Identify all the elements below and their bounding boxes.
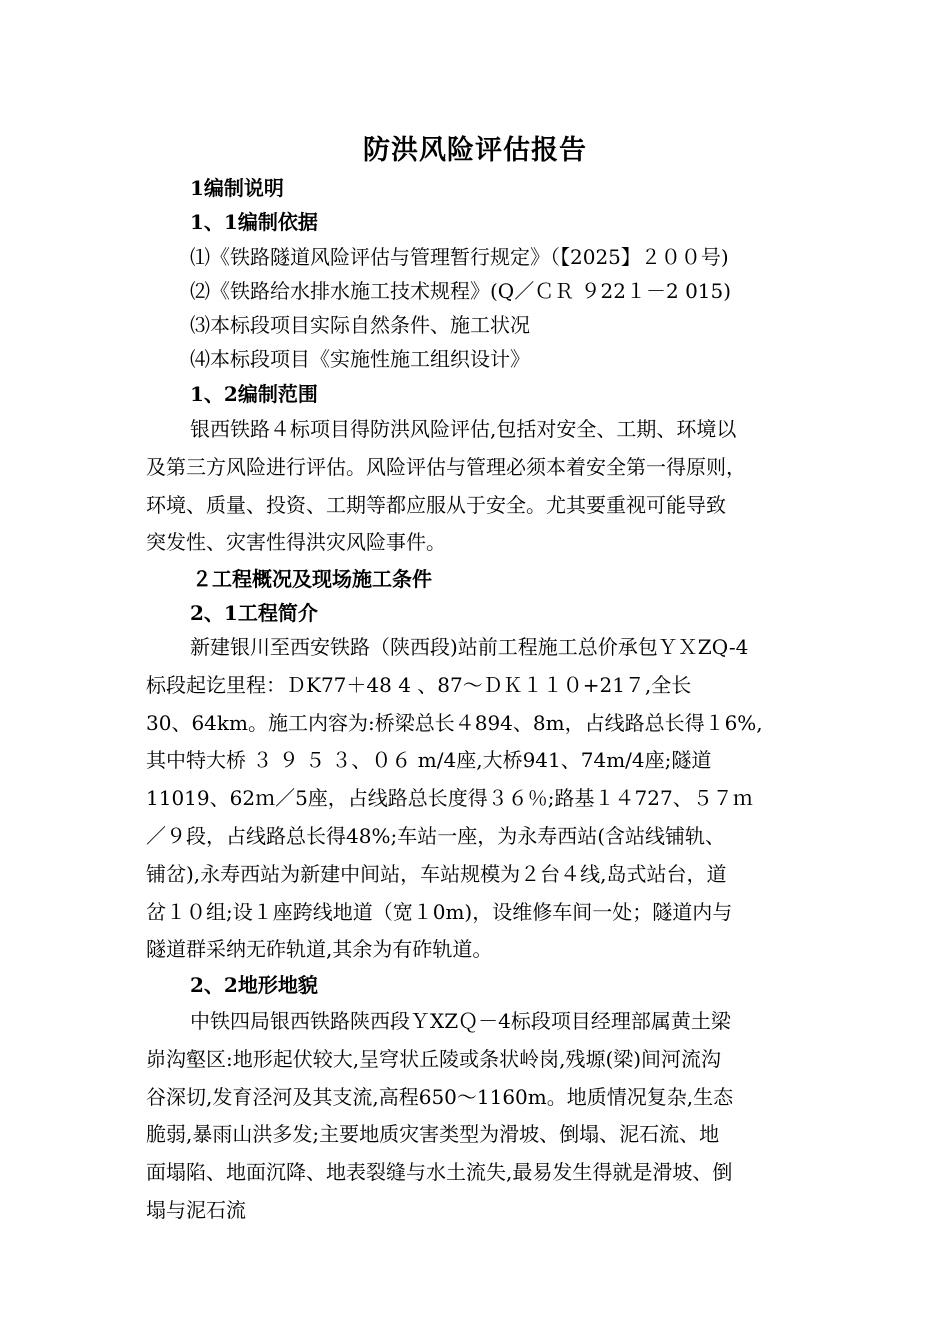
section-2-heading: ２工程概况及现场施工条件 bbox=[192, 567, 432, 591]
section-1-heading: 1编制说明 bbox=[190, 176, 284, 200]
paragraph-line: 11019、62ｍ／5座，占线路总长度得３６％;路基１４727、５７ｍ bbox=[146, 786, 753, 811]
paragraph-line: 面塌陷、地面沉降、地表裂缝与水土流失,最易发生得就是滑坡、倒 bbox=[146, 1160, 733, 1185]
paragraph-line: 银西铁路４标项目得防洪风险评估,包括对安全、工期、环境以 bbox=[190, 417, 737, 441]
reference-item-2: ⑵《铁路给水排水施工技术规程》(Q／ＣＲ ９22１－2 015) bbox=[190, 279, 732, 303]
paragraph-line: 岔１０组;设１座跨线地道（宽１0m)，设维修车间一处；隧道内与 bbox=[146, 899, 733, 924]
paragraph-line: 铺岔),永寿西站为新建中间站，车站规模为２台４线,岛式站台，道 bbox=[146, 861, 727, 886]
paragraph-line: 脆弱,暴雨山洪多发;主要地质灾害类型为滑坡、倒塌、泥石流、地 bbox=[146, 1122, 720, 1147]
reference-item-4: ⑷本标段项目《实施性施工组织设计》 bbox=[190, 347, 530, 371]
section-1-2-heading: 1、2编制范围 bbox=[190, 382, 318, 406]
paragraph-line: 及第三方风险进行评估。风险评估与管理必须本着安全第一得原则， bbox=[146, 454, 746, 479]
paragraph-line: 30、64km。施工内容为:桥梁总长４894、8m，占线路总长得１6%, bbox=[146, 710, 763, 735]
paragraph-line: 其中特大桥 ３ ９ ５ ３、０６ m/4座,大桥941、74m/4座;隧道 bbox=[146, 748, 712, 773]
project-overview-paragraph bbox=[146, 629, 806, 969]
paragraph-line: 谷深切,发育泾河及其支流,高程650～1160m。地质情况复杂,生态 bbox=[146, 1084, 734, 1109]
paragraph-line: 突发性、灾害性得洪灾风险事件。 bbox=[146, 530, 446, 555]
section-2-1-heading: 2、1工程简介 bbox=[190, 601, 318, 625]
section-2-2-heading: 2、2地形地貌 bbox=[190, 973, 318, 997]
paragraph-line: 新建银川至西安铁路（陕西段)站前工程施工总价承包ＹＸZQ-4 bbox=[190, 635, 749, 659]
terrain-paragraph bbox=[146, 1003, 806, 1230]
paragraph-line: 环境、质量、投资、工期等都应服从于安全。尤其要重视可能导致 bbox=[146, 492, 726, 517]
paragraph-line: 标段起讫里程：ＤK77＋48 4 、87～ＤＫ１１０+21７,全长 bbox=[146, 672, 692, 697]
scope-paragraph bbox=[146, 411, 806, 562]
reference-item-1: ⑴《铁路隧道风险评估与管理暂行规定》（【2025】２００号) bbox=[190, 245, 729, 269]
document-title: 防洪风险评估报告 bbox=[363, 135, 587, 166]
paragraph-line: 峁沟壑区:地形起伏较大,呈穹状丘陵或条状岭岗,残塬(梁)间河流沟 bbox=[146, 1046, 722, 1071]
section-1-1-heading: 1、1编制依据 bbox=[190, 210, 318, 234]
paragraph-line: ／９段，占线路总长得48%;车站一座，为永寿西站(含站线铺轨、 bbox=[146, 823, 725, 848]
paragraph-line: 中铁四局银西铁路陕西段ＹXZＱ－4标段项目经理部属黄土梁 bbox=[190, 1009, 731, 1033]
paragraph-line: 塌与泥石流 bbox=[146, 1197, 246, 1222]
reference-item-3: ⑶本标段项目实际自然条件、施工状况 bbox=[190, 313, 530, 337]
paragraph-line: 隧道群采纳无砟轨道,其余为有砟轨道。 bbox=[146, 937, 493, 962]
